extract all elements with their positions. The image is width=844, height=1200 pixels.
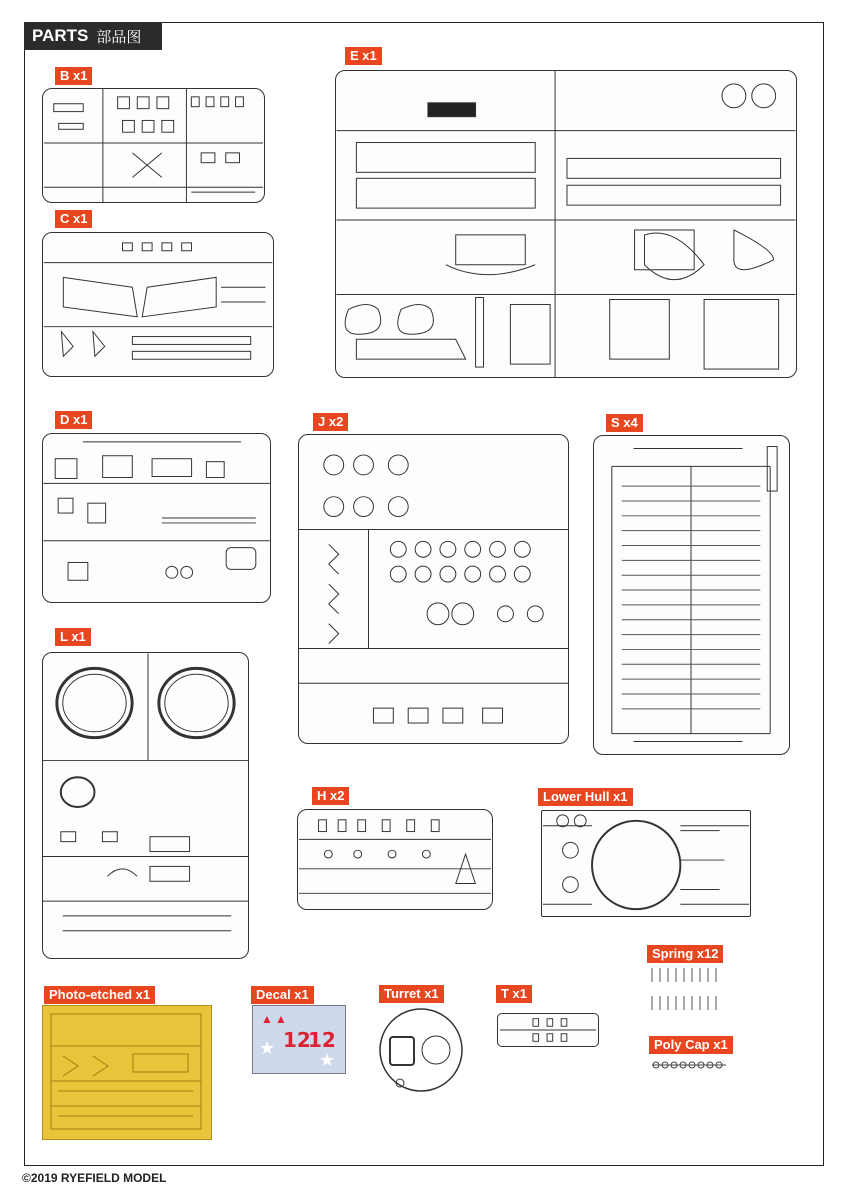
photo-etched-fret [42,1005,212,1140]
label-sprue-h: H x2 [312,787,349,805]
sprue-s-drawing [593,435,790,755]
turret-drawing [378,1005,464,1095]
label-sprue-b: B x1 [55,67,92,85]
sprue-t-drawing [497,1013,599,1047]
label-sprue-c: C x1 [55,210,92,228]
label-sprue-t: T x1 [496,985,532,1003]
sprue-d-drawing [42,433,271,603]
lower-hull-drawing [541,810,751,917]
decal-number: 12 [283,1028,311,1052]
decal-sheet [252,1005,346,1074]
label-sprue-s: S x4 [606,414,643,432]
poly-caps-drawing [650,1057,730,1073]
label-spring: Spring x12 [647,945,723,963]
springs-drawing [648,968,720,1018]
sprue-e-drawing [335,70,797,378]
sprue-c-drawing [42,232,274,377]
sprue-h-drawing [297,809,493,910]
label-sprue-d: D x1 [55,411,92,429]
label-poly-cap: Poly Cap x1 [649,1036,733,1054]
sprue-j-drawing [298,434,569,744]
sprue-b-drawing [42,88,265,203]
label-sprue-e: E x1 [345,47,382,65]
label-sprue-l: L x1 [55,628,91,646]
decal-triangle-icon: ▲ [261,1012,273,1026]
label-photo-etched: Photo-etched x1 [44,986,155,1004]
decal-star-icon: ★ [259,1038,276,1058]
decal-star-icon: ★ [319,1050,336,1070]
copyright-footer: ©2019 RYEFIELD MODEL [22,1171,167,1185]
decal-triangle-icon: ▲ [275,1012,287,1026]
sprue-l-drawing [42,652,249,959]
parts-title-cn: 部品图 [96,27,142,46]
decal-number: 12 [308,1028,336,1052]
parts-header [24,22,162,50]
parts-title: PARTS [32,26,89,45]
label-lower-hull: Lower Hull x1 [538,788,633,806]
label-sprue-j: J x2 [313,413,348,431]
label-decal: Decal x1 [251,986,314,1004]
label-turret: Turret x1 [379,985,444,1003]
